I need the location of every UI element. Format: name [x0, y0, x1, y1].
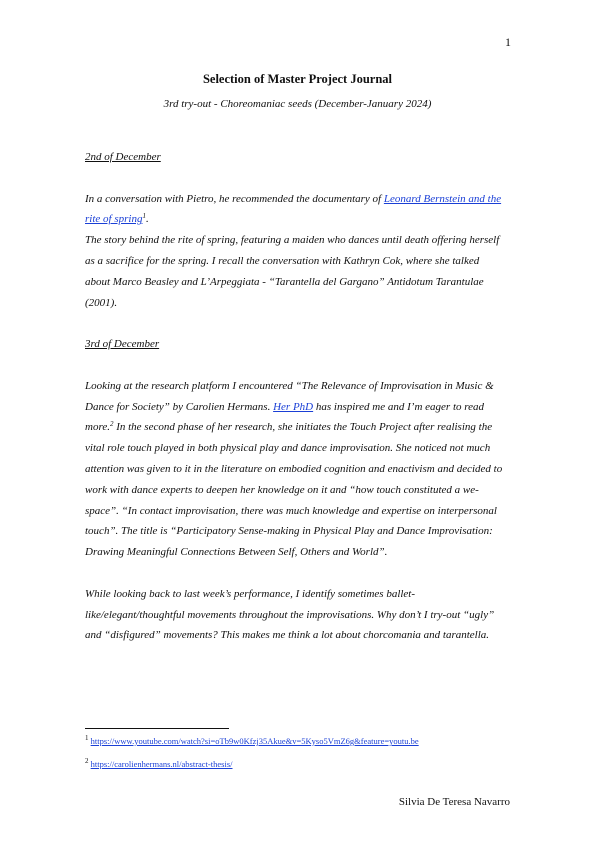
document-subtitle: 3rd try-out - Choreomaniac seeds (December-January 2024) — [163, 98, 432, 110]
entry-date-dec-3: 3rd of December — [85, 338, 160, 351]
footnote-ref-2[interactable]: 2 — [109, 420, 114, 429]
journal-body — [85, 147, 507, 646]
entry-text: Looking at the research platform I encountered “The Relevance of Improvisation in Music & Dance for Society” by Carolien Hermans. — [85, 379, 494, 413]
footnote-separator — [85, 728, 229, 729]
footnote-2 — [85, 759, 233, 769]
entry-dec-3-paragraph-1 — [85, 376, 507, 563]
entry-date-dec-2: 2nd of December — [85, 151, 161, 163]
entry-text: has inspired me and I’m eager to read more. — [85, 400, 485, 434]
entry-dec-2-paragraph-2: The story behind the rite of spring, featuring a maiden who dances until death offering herself as a sacrifice for the spring. I recall the conversation with Kathryn Cok, where she talked about Marco Beasley and L’Arpeggiata - “Tarantella del Gargano” Antidotum Tarantulae (2001). — [85, 234, 500, 309]
footnote-1-url[interactable]: https://www.youtube.com/watch?si=oTb9w0Kfzj35Akue&v=5Kyso5VmZ6g&feature=youtu.be — [90, 736, 419, 746]
footnote-number: 2 — [85, 757, 89, 765]
footnote-2-url[interactable]: https://carolienhermans.nl/abstract-thesis/ — [90, 759, 233, 769]
phd-link[interactable]: Her PhD — [273, 400, 314, 413]
entry-text: In the second phase of her research, she initiates the Touch Project after realising the vital role touch played in both physical play and dance improvisation. She noticed not much attention was given to it in the literature on embodied cognition and enactivism and decided to work with dance experts to deepen her knowledge on it and “how touch constituted a we-space”. “In contact improvisation, there was much knowledge and expertise on interpersonal touch”. The title is “Participatory Sense-making in Physical Play and Dance Improvisation: Drawing Meaningful Connections Between Self, Others and World”. — [85, 421, 503, 559]
footer-author: Silvia De Teresa Navarro — [398, 796, 510, 808]
footnote-ref-1[interactable]: 1 — [142, 212, 146, 221]
document-title: Selection of Master Project Journal — [202, 72, 393, 86]
entry-text: In a conversation with Pietro, he recommended the documentary of — [85, 192, 384, 205]
page-number: 1 — [505, 35, 511, 49]
footnote-1 — [85, 736, 419, 746]
entry-dec-3-paragraph-2: While looking back to last week’s performance, I identify sometimes ballet-like/elegant/thoughtful movements throughout the improvisations. Why don’t I try-out “ugly” and “disfigured” movements? This makes me think a lot about chorcomania and tarantella. — [85, 587, 495, 642]
entry-dec-2-paragraph-1 — [85, 189, 507, 231]
footnote-number: 1 — [85, 734, 89, 742]
bernstein-documentary-link[interactable]: Leonard Bernstein and the rite of spring — [85, 192, 502, 226]
entry-text: . — [145, 213, 149, 226]
